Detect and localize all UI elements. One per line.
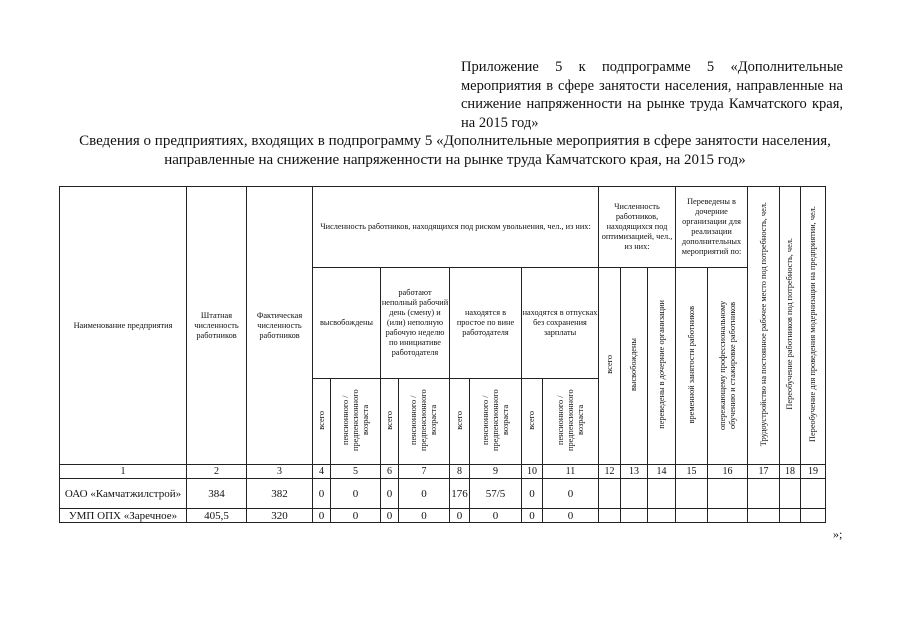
table-row xyxy=(60,479,826,509)
col-num: 4 xyxy=(313,465,331,479)
cell xyxy=(801,509,826,523)
col-num: 1 xyxy=(60,465,187,479)
cell: 0 xyxy=(543,479,599,509)
cell xyxy=(599,479,621,509)
heading-line-1: Сведения о предприятиях, входящих в подпрограмму 5 «Дополнительные мероприятия в сфере занятости населения, xyxy=(79,133,831,149)
header-leave-pension: пенсионного / предпенсионного возраста xyxy=(543,379,599,465)
cell: 0 xyxy=(450,509,470,523)
col-num: 9 xyxy=(470,465,522,479)
cell: 320 xyxy=(247,509,313,523)
cell xyxy=(801,479,826,509)
cell: 382 xyxy=(247,479,313,509)
continuation-mark: »; xyxy=(833,527,843,541)
cell xyxy=(621,509,648,523)
header-idle-total: всего xyxy=(450,379,470,465)
col-num: 13 xyxy=(621,465,648,479)
col-num: 19 xyxy=(801,465,826,479)
cell xyxy=(599,509,621,523)
col-num: 12 xyxy=(599,465,621,479)
col-num: 11 xyxy=(543,465,599,479)
header-idle-pension: пенсионного / предпенсионного возраста xyxy=(470,379,522,465)
header-at-risk: Численность работников, находящихся под риском увольнения, чел., из них: xyxy=(313,187,599,268)
cell: 0 xyxy=(381,509,399,523)
cell xyxy=(648,509,676,523)
table-row xyxy=(60,509,826,523)
enterprise-name: УМП ОПХ «Заречное» xyxy=(60,509,187,523)
header-part-time: работают неполный рабочий день (смену) и (или) неполную рабочую неделю по инициативе работодателя xyxy=(381,268,450,379)
cell: 0 xyxy=(381,479,399,509)
header-retraining-need: Переобучение работников под потребность, чел. xyxy=(780,187,801,465)
cell xyxy=(748,509,780,523)
cell: 0 xyxy=(331,509,381,523)
col-num: 3 xyxy=(247,465,313,479)
header-opt-released: высвобождены xyxy=(621,268,648,465)
cell: 0 xyxy=(470,509,522,523)
heading-line-2: направленные на снижение напряженности на рынке труда Камчатского края, на 2015 год» xyxy=(164,152,746,168)
cell xyxy=(708,509,748,523)
enterprise-table xyxy=(59,186,826,523)
cell: 176 xyxy=(450,479,470,509)
cell: 0 xyxy=(313,479,331,509)
column-number-row xyxy=(60,465,826,479)
header-retraining-modern: Переобучение для проведения модернизации на предприятии, чел. xyxy=(801,187,826,465)
col-num: 15 xyxy=(676,465,708,479)
cell: 0 xyxy=(399,509,450,523)
header-opt-total: всего xyxy=(599,268,621,465)
header-temp-employment: временной занятости работников xyxy=(676,268,708,465)
header-leave-total: всего xyxy=(522,379,543,465)
header-released-pension: пенсионного / предпенсионного возраста xyxy=(331,379,381,465)
header-idle: находятся в простое по вине работодателя xyxy=(450,268,522,379)
cell: 384 xyxy=(187,479,247,509)
cell: 405,5 xyxy=(187,509,247,523)
cell: 0 xyxy=(331,479,381,509)
col-num: 10 xyxy=(522,465,543,479)
cell xyxy=(676,509,708,523)
appendix-note: Приложение 5 к подпрограмме 5 «Дополнительные мероприятия в сфере занятости населения, направленные на снижение напряженности на рынке труда Камчатского края, на 2015 год» xyxy=(461,59,843,131)
col-num: 5 xyxy=(331,465,381,479)
col-num: 14 xyxy=(648,465,676,479)
header-actual: Фактическая численность работников xyxy=(247,187,313,465)
cell: 0 xyxy=(399,479,450,509)
header-optimization: Численность работников, находящихся под оптимизацией, чел., из них: xyxy=(599,187,676,268)
col-num: 16 xyxy=(708,465,748,479)
enterprise-name: ОАО «Камчатжилстрой» xyxy=(60,479,187,509)
cell xyxy=(708,479,748,509)
header-permanent-job: Трудоустройство на постоянное рабочее место под потребность, чел. xyxy=(748,187,780,465)
document-heading xyxy=(40,132,870,170)
header-advanced-training: опережающему профессиональному обучению и стажировке работников xyxy=(708,268,748,465)
header-opt-subsidiaries: переведены в дочерние организации xyxy=(648,268,676,465)
header-transferred: Переведены в дочерние организации для реализации дополнительных мероприятий по: xyxy=(676,187,748,268)
header-released: высвобождены xyxy=(313,268,381,379)
cell xyxy=(676,479,708,509)
col-num: 17 xyxy=(748,465,780,479)
header-unpaid-leave: находятся в отпусках без сохранения зарплаты xyxy=(522,268,599,379)
header-name: Наименование предприятия xyxy=(60,187,187,465)
col-num: 8 xyxy=(450,465,470,479)
header-staff: Штатная численность работников xyxy=(187,187,247,465)
header-parttime-pension: пенсионного / предпенсионного возраста xyxy=(399,379,450,465)
col-num: 18 xyxy=(780,465,801,479)
cell: 57/5 xyxy=(470,479,522,509)
cell xyxy=(780,509,801,523)
header-released-total: всего xyxy=(313,379,331,465)
col-num: 7 xyxy=(399,465,450,479)
cell xyxy=(780,479,801,509)
cell: 0 xyxy=(522,509,543,523)
cell xyxy=(748,479,780,509)
cell: 0 xyxy=(543,509,599,523)
cell xyxy=(621,479,648,509)
col-num: 6 xyxy=(381,465,399,479)
cell xyxy=(648,479,676,509)
col-num: 2 xyxy=(187,465,247,479)
header-parttime-total: всего xyxy=(381,379,399,465)
cell: 0 xyxy=(522,479,543,509)
cell: 0 xyxy=(313,509,331,523)
